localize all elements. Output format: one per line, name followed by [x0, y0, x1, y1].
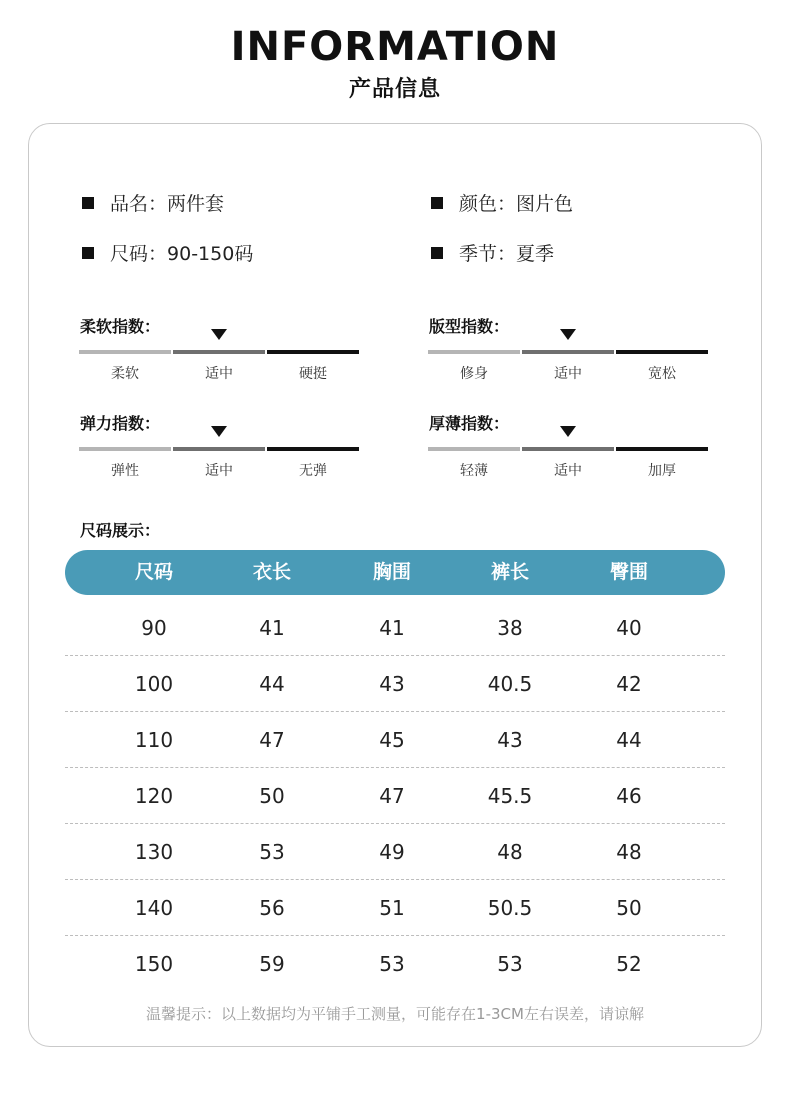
table-cell: 150 — [134, 952, 174, 976]
table-row — [65, 880, 725, 936]
info-item-name — [82, 189, 224, 216]
thickness-index-title: 厚薄指数： — [429, 414, 510, 433]
bullet-square-icon — [82, 197, 94, 209]
thickness-index-scale — [428, 420, 710, 479]
table-cell: 56 — [259, 896, 285, 920]
column-header: 尺码 — [134, 561, 173, 583]
fit-index-scale — [428, 323, 710, 382]
table-cell: 53 — [379, 952, 405, 976]
header-title-zh: 产品信息 — [348, 77, 441, 102]
bullet-square-icon — [82, 247, 94, 259]
table-cell: 46 — [616, 784, 642, 808]
table-cell: 48 — [616, 840, 642, 864]
scale-segment — [428, 447, 520, 451]
column-header: 臀围 — [609, 561, 648, 583]
selected-marker-icon — [560, 426, 576, 437]
info-label: 季节： — [459, 243, 517, 265]
scale-option-label: 加厚 — [648, 463, 676, 479]
table-cell: 50.5 — [487, 896, 533, 920]
bullet-square-icon — [431, 197, 443, 209]
scale-segment — [173, 447, 265, 451]
info-label: 品名： — [110, 193, 168, 215]
column-header: 胸围 — [372, 561, 411, 583]
info-item-color — [431, 189, 573, 216]
table-row — [65, 600, 725, 656]
scale-option-label: 柔软 — [111, 366, 139, 382]
scale-option-label: 适中 — [205, 463, 233, 479]
header-title-en: INFORMATION — [230, 24, 560, 70]
bullet-square-icon — [431, 247, 443, 259]
table-cell: 53 — [497, 952, 523, 976]
column-header: 衣长 — [252, 561, 291, 583]
elasticity-index-scale — [79, 420, 361, 479]
table-cell: 120 — [134, 784, 174, 808]
scale-segment — [616, 447, 708, 451]
table-cell: 50 — [616, 896, 642, 920]
table-cell: 90 — [141, 616, 167, 640]
table-row — [65, 824, 725, 880]
info-value: 夏季 — [516, 243, 555, 265]
info-label: 尺码： — [110, 243, 168, 265]
table-cell: 38 — [497, 616, 523, 640]
scale-option-label: 弹性 — [111, 463, 139, 479]
scale-option-label: 适中 — [205, 366, 233, 382]
table-cell: 48 — [497, 840, 523, 864]
scale-segment — [267, 447, 359, 451]
info-value: 图片色 — [516, 193, 574, 215]
table-cell: 43 — [497, 728, 523, 752]
scale-segment — [173, 350, 265, 354]
table-cell: 53 — [259, 840, 285, 864]
table-cell: 40 — [616, 616, 642, 640]
scale-segment — [522, 447, 614, 451]
scale-option-label: 轻薄 — [460, 463, 488, 479]
scale-segment — [616, 350, 708, 354]
softness-index-scale — [79, 323, 361, 382]
table-cell: 44 — [259, 672, 285, 696]
table-cell: 50 — [259, 784, 285, 808]
table-cell: 41 — [259, 616, 285, 640]
table-cell: 49 — [379, 840, 405, 864]
info-value: 两件套 — [167, 193, 225, 215]
scale-segment — [522, 350, 614, 354]
measurement-note: 温馨提示：以上数据均为平铺手工测量，可能存在1-3CM左右误差，请谅解 — [146, 1005, 644, 1023]
table-cell: 47 — [259, 728, 285, 752]
table-cell: 47 — [379, 784, 405, 808]
table-row — [65, 936, 725, 992]
table-cell: 41 — [379, 616, 405, 640]
table-cell: 45 — [379, 728, 405, 752]
scale-option-label: 宽松 — [648, 366, 676, 382]
table-cell: 40.5 — [487, 672, 533, 696]
scale-segment — [267, 350, 359, 354]
scale-option-label: 硬挺 — [299, 366, 327, 382]
scale-option-label: 无弹 — [299, 463, 327, 479]
scale-segment — [79, 447, 171, 451]
table-cell: 45.5 — [487, 784, 533, 808]
table-cell: 140 — [134, 896, 174, 920]
info-item-size — [82, 239, 253, 266]
table-cell: 51 — [379, 896, 405, 920]
softness-index-title: 柔软指数： — [80, 317, 161, 336]
scale-segment — [428, 350, 520, 354]
table-row — [65, 656, 725, 712]
scale-option-label: 适中 — [554, 463, 582, 479]
scale-option-label: 修身 — [460, 366, 488, 382]
table-cell: 42 — [616, 672, 642, 696]
table-cell: 44 — [616, 728, 642, 752]
info-item-season — [431, 239, 554, 266]
table-cell: 52 — [616, 952, 642, 976]
table-cell: 59 — [259, 952, 285, 976]
table-cell: 130 — [134, 840, 174, 864]
fit-index-title: 版型指数： — [429, 317, 510, 336]
table-row — [65, 712, 725, 768]
scale-segment — [79, 350, 171, 354]
table-cell: 110 — [134, 728, 174, 752]
size-table-header — [65, 550, 725, 595]
column-header: 裤长 — [490, 561, 529, 583]
selected-marker-icon — [560, 329, 576, 340]
info-label: 颜色： — [459, 193, 517, 215]
table-cell: 100 — [134, 672, 174, 696]
selected-marker-icon — [211, 329, 227, 340]
info-value: 90-150码 — [167, 243, 254, 265]
table-cell: 43 — [379, 672, 405, 696]
size-table-title: 尺码展示： — [80, 521, 161, 540]
scale-option-label: 适中 — [554, 366, 582, 382]
table-row — [65, 768, 725, 824]
elasticity-index-title: 弹力指数： — [80, 414, 161, 433]
selected-marker-icon — [211, 426, 227, 437]
